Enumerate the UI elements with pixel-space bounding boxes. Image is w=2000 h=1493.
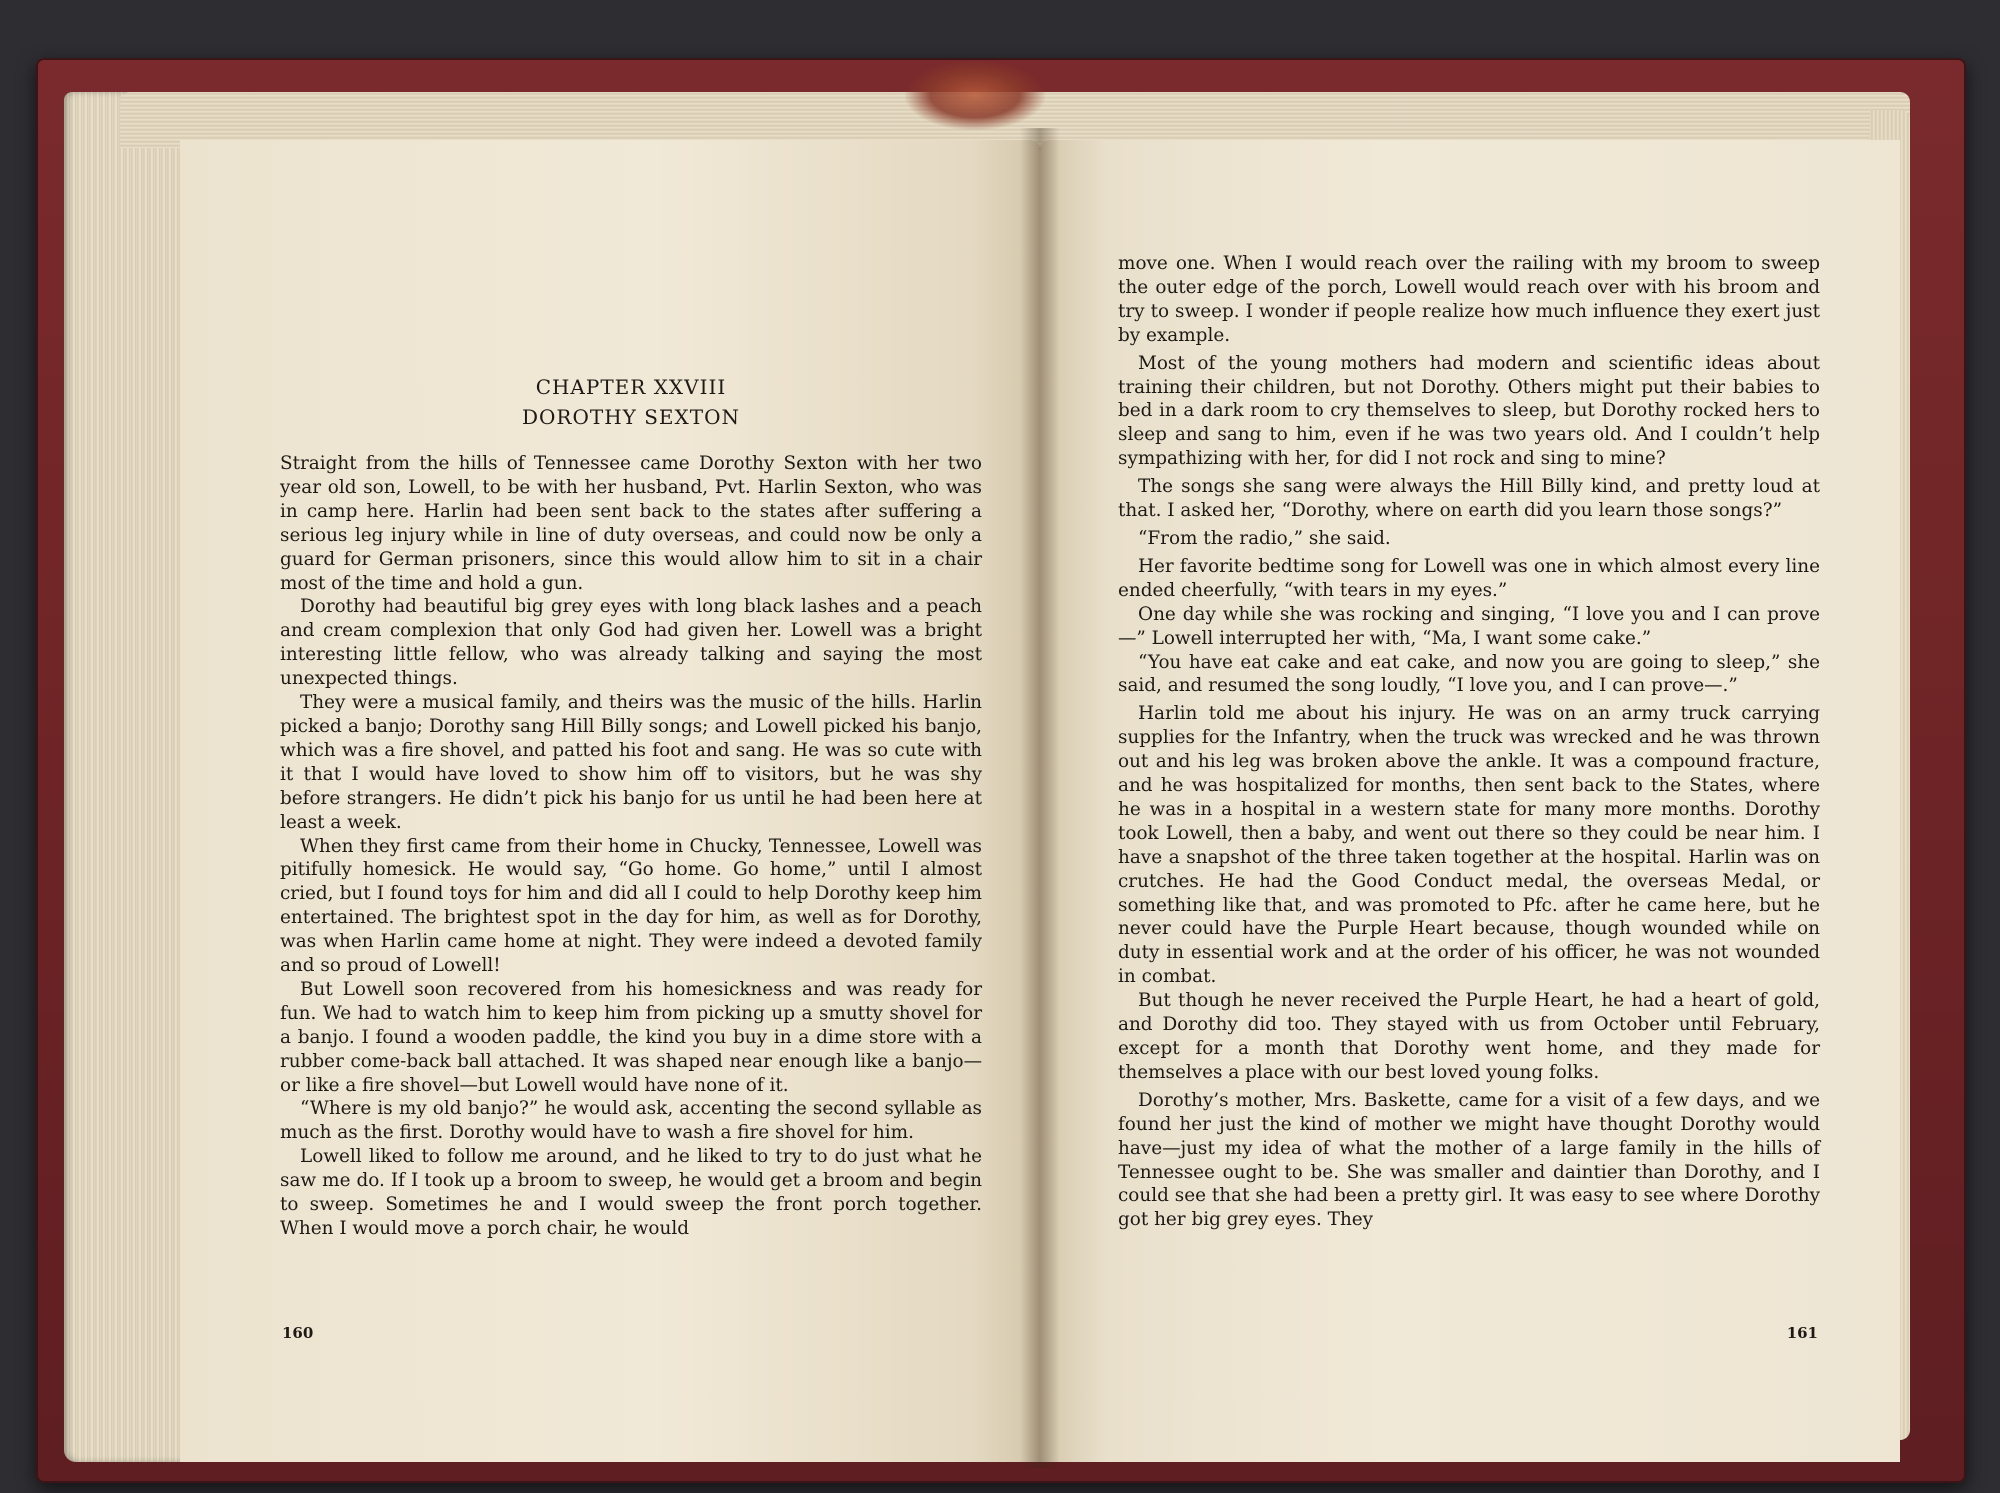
spine-thread [905,60,1045,130]
page-number-left: 160 [282,1324,314,1342]
chapter-title: DOROTHY SEXTON [521,405,740,429]
paragraph: Most of the young mothers had modern and scientific ideas about training their children, but not Dorothy. Others might put their babies to bed in a dark room to cry themselves to sleep, but Dorothy rocked hers to sleep and sang to him, even if he was two years old. And I couldn’t help sympathizing with her, for did I not rock and sing to mine? [1118,352,1820,470]
right-page-text [1118,252,1820,1232]
book-gutter [1020,128,1060,1468]
paragraph: The songs she sang were always the Hill Billy kind, and pretty loud at that. I asked her, “Dorothy, where on earth did you learn those songs?” [1118,476,1820,522]
paragraph: “Where is my old banjo?” he would ask, accenting the second syllable as much as the first. Dorothy would have to wash a fire shovel for him. [280,1098,982,1144]
paragraph: move one. When I would reach over the railing with my broom to sweep the outer edge of the porch, Lowell would reach over with his broom and try to sweep. I wonder if people realize how much influence they exert just by example. [1118,253,1820,346]
paragraph: When they first came from their home in Chucky, Tennessee, Lowell was pitifully homesick. He would say, “Go home. Go home,” until I almost cried, but I found toys for him and did all I could to help Dorothy keep him entertained. The brightest spot in the day for him, as well as for Dorothy, was when Harlin came home at night. They were indeed a devoted family and so proud of Lowell! [280,835,982,977]
chapter-heading [280,372,982,432]
chapter-number: CHAPTER XXVIII [535,375,727,399]
paragraph: Dorothy had beautiful big grey eyes with long black lashes and a peach and cream complexion that only God had given her. Lowell was a bright interesting little fellow, who was already talking and saying the most unexpected things. [280,596,982,690]
page-number-right: 161 [1786,1324,1818,1342]
paragraph: Her favorite bedtime song for Lowell was one in which almost every line ended cheerfully, “with tears in my eyes.” [1118,555,1820,601]
paragraph: They were a musical family, and theirs was the music of the hills. Harlin picked a banjo; Dorothy sang Hill Billy songs; and Lowell picked his banjo, which was a fire shovel, and patted his foot and sang. He was so cute with it that I would have loved to show him off to visitors, but he was shy before strangers. He didn’t pick his banjo for us until he had been here at least a week. [280,692,982,833]
paragraph: “From the radio,” she said. [1138,527,1391,549]
paragraph: Dorothy’s mother, Mrs. Baskette, came for a visit of a few days, and we found her just the kind of mother we might have thought Dorothy would have—just my idea of what the mother of a large family in the hills of Tennessee ought to be. She was smaller and daintier than Dorothy, and I could see that she had been a pretty girl. It was easy to see where Dorothy got her big grey eyes. They [1118,1089,1820,1231]
paragraph: Straight from the hills of Tennessee came Dorothy Sexton with her two year old son, Lowell, to be with her husband, Pvt. Harlin Sexton, who was in camp here. Harlin had been sent back to the states after suffering a serious leg injury while in line of duty overseas, and could now be only a guard for German prisoners, since this would allow him to sit in a chair most of the time and hold a gun. [280,453,982,594]
paragraph: But though he never received the Purple Heart, he had a heart of gold, and Dorothy did too. They stayed with us from October until February, except for a month that Dorothy went home, and they made for themselves a place with our best loved young folks. [1118,990,1820,1083]
paragraph: Lowell liked to follow me around, and he liked to try to do just what he saw me do. If I took up a broom to sweep, he would get a broom and begin to sweep. Sometimes he and I would sweep the front porch together. When I would move a porch chair, he would [280,1146,982,1239]
left-page-text [280,452,982,1241]
paragraph: But Lowell soon recovered from his homesickness and was ready for fun. We had to watch him to keep him from picking up a smutty shovel for a banjo. I found a wooden paddle, the kind you buy in a dime store with a rubber come-back ball attached. It was shaped near enough like a banjo—or like a fire shovel—but Lowell would have none of it. [280,978,982,1096]
paragraph: Harlin told me about his injury. He was on an army truck carrying supplies for the Infantry, when the truck was wrecked and he was thrown out and his leg was broken above the ankle. It was a compound fracture, and he was hospitalized for months, then sent back to the States, where he was in a hospital in a western state for many more months. Dorothy took Lowell, then a baby, and went out there so they could be near him. I have a snapshot of the three taken together at the hospital. Harlin was on crutches. He had the Good Conduct medal, the overseas Medal, or something like that, and was promoted to Pfc. after he came here, but he never could have the Purple Heart because, though wounded while on duty in essential work and at the order of his officer, he was not wounded in combat. [1118,703,1820,988]
right-page [1040,140,1900,1462]
left-page [180,140,1040,1462]
paragraph: One day while she was rocking and singing, “I love you and I can prove—” Lowell interrupted her with, “Ma, I want some cake.” [1118,603,1820,649]
paragraph: “You have eat cake and eat cake, and now you are going to sleep,” she said, and resumed the song loudly, “I love you, and I can prove—.” [1118,651,1820,697]
